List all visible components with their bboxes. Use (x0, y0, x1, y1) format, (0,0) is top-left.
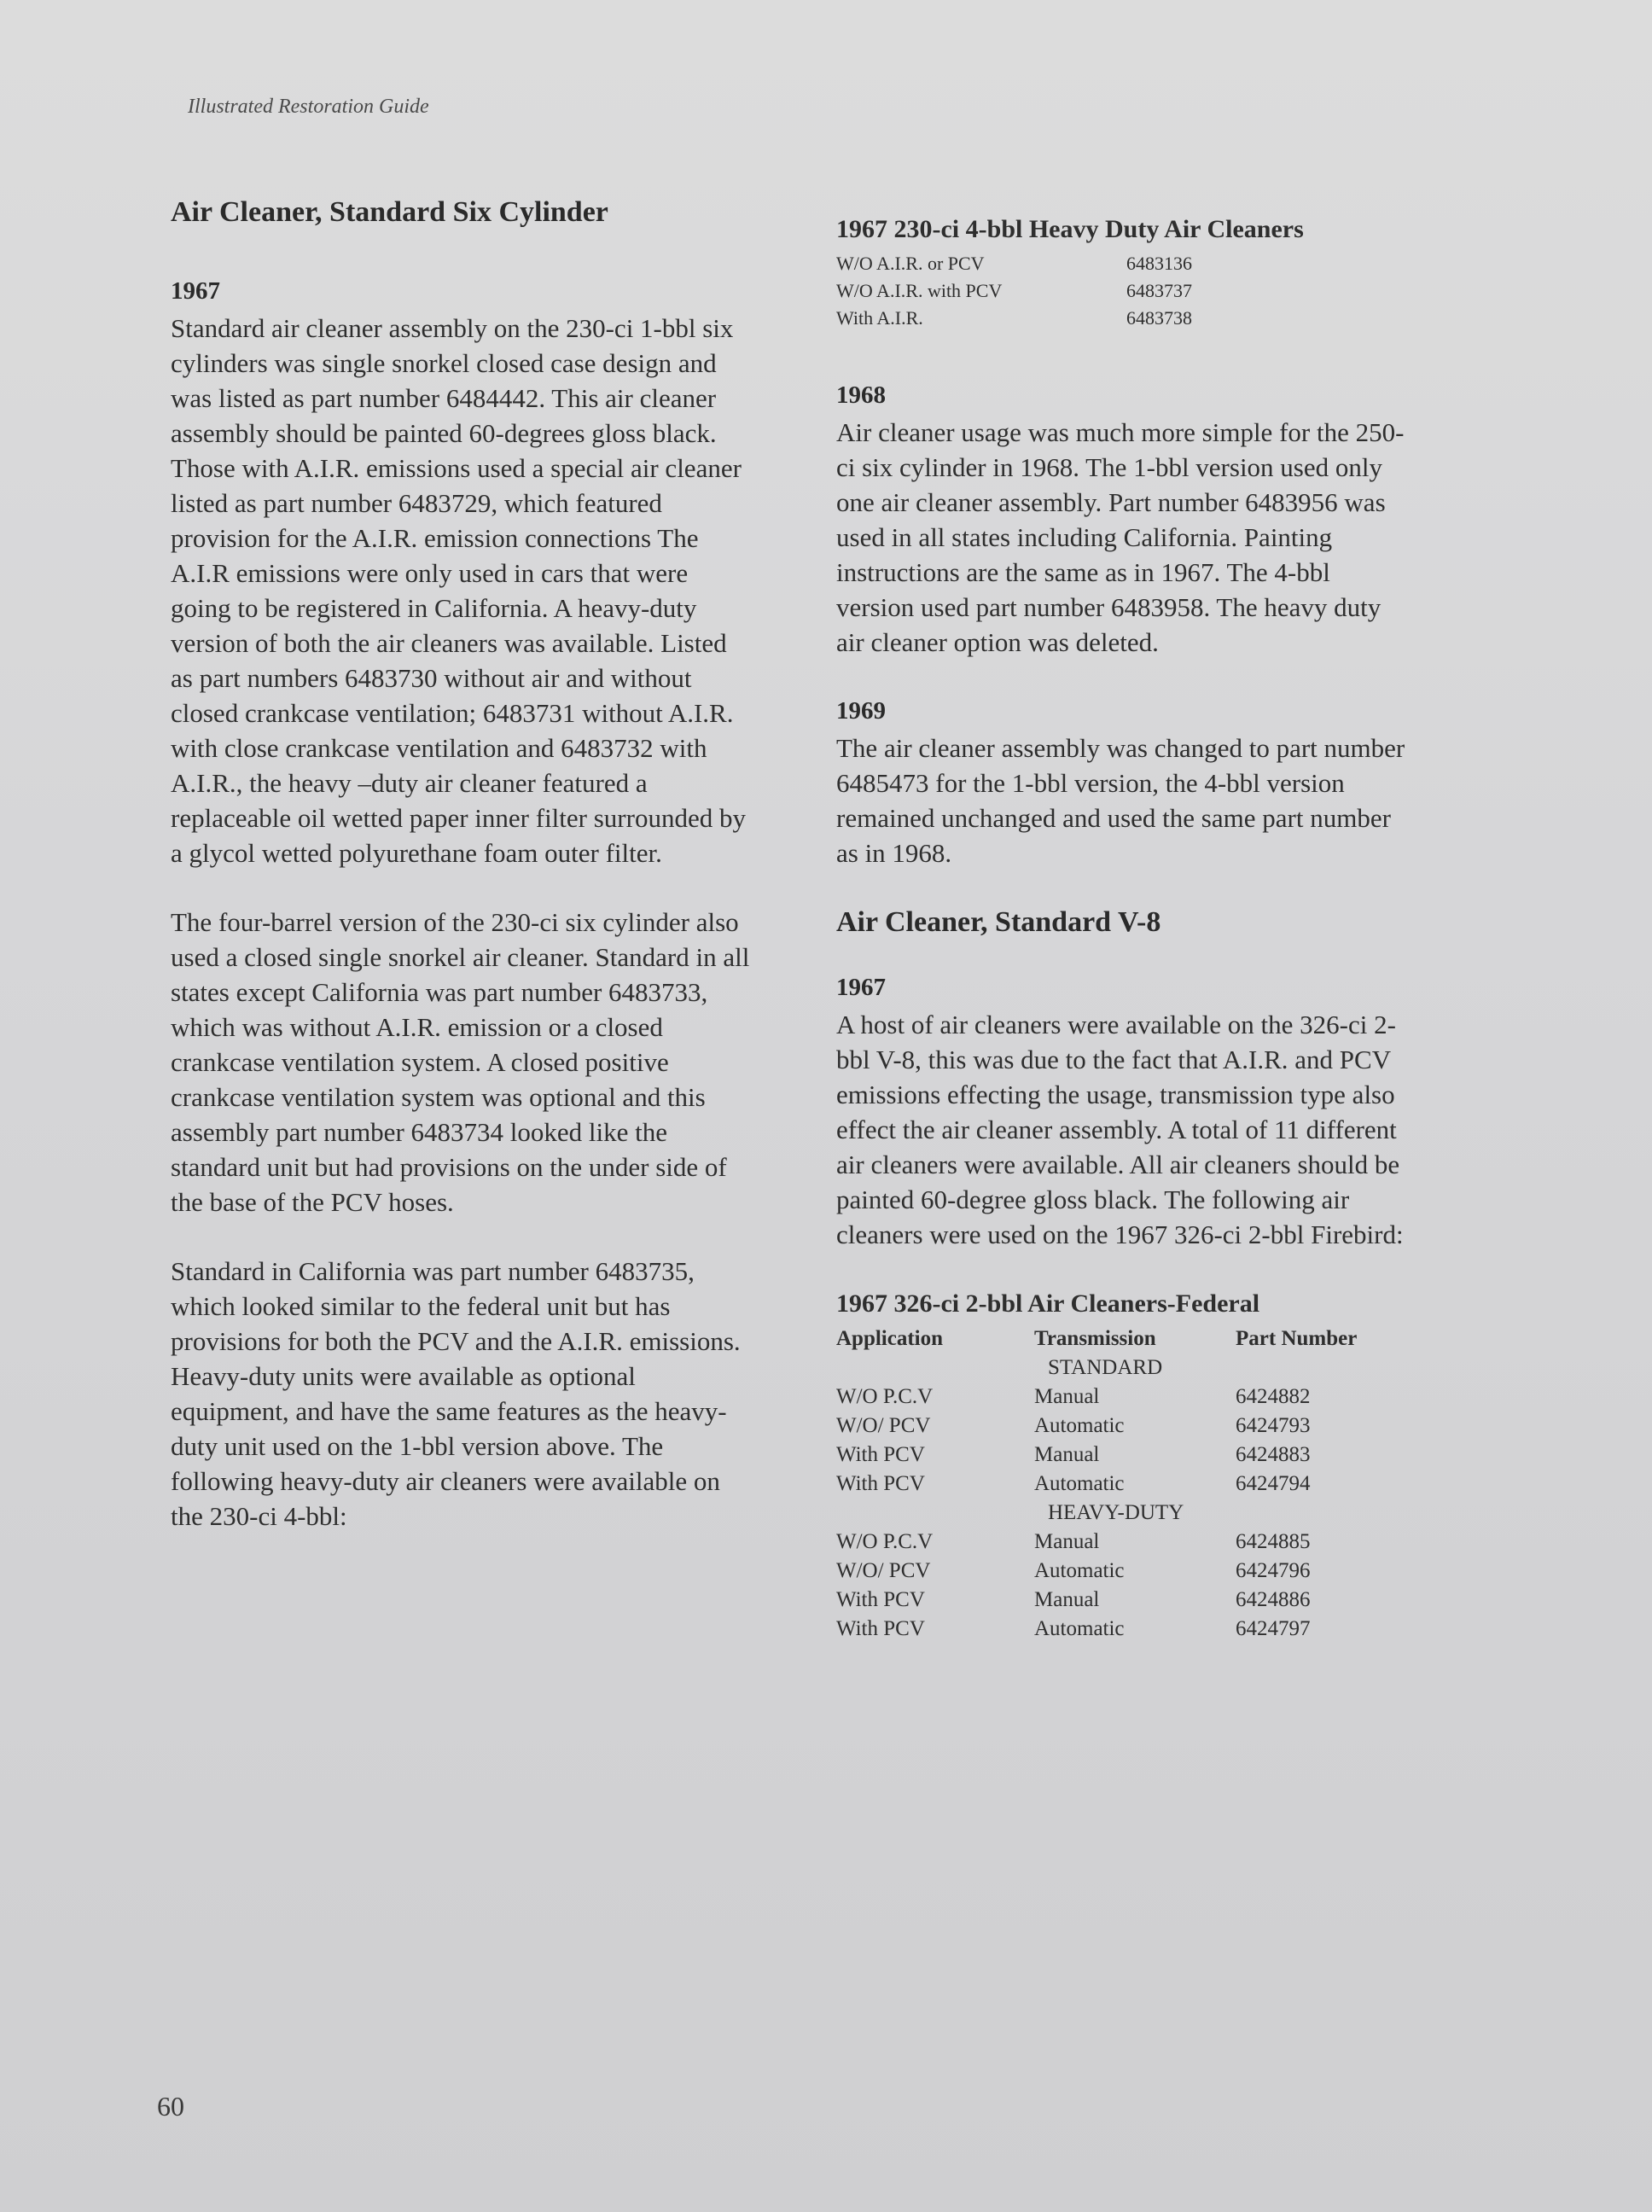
group-label-standard: STANDARD (1048, 1356, 1163, 1379)
application-cell: With PCV (836, 1617, 925, 1640)
right-column (836, 195, 1408, 1644)
part-number-cell: 6424794 (1236, 1472, 1311, 1495)
header-application: Application (836, 1327, 944, 1350)
year-heading-1967: 1967 (171, 277, 220, 305)
table-row (836, 1557, 1408, 1586)
part-number-cell: 6424793 (1236, 1414, 1311, 1437)
table-row (836, 1470, 1408, 1499)
table-row (836, 277, 1408, 305)
transmission-cell: Automatic (1034, 1472, 1125, 1495)
year-heading-1969: 1969 (836, 697, 886, 725)
application-cell: W/O/ PCV (836, 1559, 931, 1582)
page-number: 60 (157, 2091, 184, 2122)
hd-table (836, 250, 1408, 332)
section-title-six-cylinder: Air Cleaner, Standard Six Cylinder (171, 196, 608, 228)
transmission-cell: Manual (1034, 1443, 1100, 1466)
year-heading-v8-1967: 1967 (836, 974, 886, 1001)
application-cell: With PCV (836, 1472, 925, 1495)
paragraph-4bbl: The four-barrel version of the 230-ci six cylinder also used a closed single snorkel air cleaner. Standard in all states except California was part number 6483733, which was without A.I.R. emission or a closed crankcase ventilation system. A closed positive crankcase ventilation system was optional and this assembly part number 6483734 looked like the standard unit but had provisions on the under side of the base of the PCV hoses. (171, 907, 750, 1217)
table-row (836, 305, 1408, 332)
table-row (836, 1586, 1408, 1615)
group-label-heavy-duty: HEAVY-DUTY (1048, 1501, 1184, 1524)
application-cell: W/O/ PCV (836, 1414, 931, 1437)
part-number-cell: 6424797 (1236, 1617, 1311, 1640)
part-number-cell: 6483737 (1126, 280, 1192, 301)
application-cell: With A.I.R. (836, 307, 923, 329)
transmission-cell: Manual (1034, 1530, 1100, 1553)
transmission-cell: Automatic (1034, 1414, 1125, 1437)
transmission-cell: Automatic (1034, 1559, 1125, 1582)
federal-table (836, 1324, 1408, 1644)
left-column (171, 195, 751, 1568)
section-title-v8: Air Cleaner, Standard V-8 (836, 906, 1161, 938)
part-number-cell: 6483738 (1126, 307, 1192, 329)
paragraph-1968: Air cleaner usage was much more simple for the 250-ci six cylinder in 1968. The 1-bbl version used only one air cleaner assembly. Part number 6483956 was used in all states including California. Painting instructions are the same as in 1967. The 4-bbl version used part number 6483958. The heavy duty air cleaner option was deleted. (836, 417, 1405, 657)
application-cell: W/O P.C.V (836, 1530, 934, 1553)
table-row (836, 1412, 1408, 1441)
paragraph-california: Standard in California was part number 6483735, which looked similar to the federal unit but has provisions for both the PCV and the A.I.R. emissions. Heavy-duty units were available as optional equipment, and have the same features as the heavy-duty unit used on the 1-bbl version above. The following heavy-duty air cleaners were available on the 230-ci 4-bbl: (171, 1256, 741, 1531)
paragraph-v8: A host of air cleaners were available on the 326-ci 2-bbl V-8, this was due to the fact that A.I.R. and PCV emissions effecting the usage, transmission type also effect the air cleaner assembly. A total of 11 different air cleaners were available. All air cleaners should be painted 60-degree gloss black. The following air cleaners were used on the 1967 326-ci 2-bbl Firebird: (836, 1010, 1404, 1249)
part-number-cell: 6483136 (1126, 253, 1192, 274)
application-cell: With PCV (836, 1588, 925, 1611)
table-row (836, 1441, 1408, 1470)
table-row (836, 1528, 1408, 1557)
header-transmission: Transmission (1034, 1327, 1156, 1350)
table-header-row (836, 1324, 1408, 1353)
part-number-cell: 6424886 (1236, 1588, 1311, 1611)
transmission-cell: Manual (1034, 1588, 1100, 1611)
application-cell: W/O P.C.V (836, 1385, 934, 1408)
paragraph-1bbl: Standard air cleaner assembly on the 230-ci 1-bbl six cylinders was single snorkel closed case design and was listed as part number 6484442. This air cleaner assembly should be painted 60-degrees gloss black. Those with A.I.R. emissions used a special air cleaner listed as part number 6483729, which featured provision for the A.I.R. emission connections The A.I.R emissions were only used in cars that were going to be registered in California. A heavy-duty version of both the air cleaners was available. Listed as part numbers 6483730 without air and without closed crankcase ventilation; 6483731 without A.I.R. with close crankcase ventilation and 6483732 with A.I.R., the heavy –duty air cleaner featured a replaceable oil wetted paper inner filter surrounded by a glycol wetted polyurethane foam outer filter. (171, 313, 746, 868)
year-heading-1968: 1968 (836, 381, 886, 409)
part-number-cell: 6424796 (1236, 1559, 1311, 1582)
application-cell: W/O A.I.R. with PCV (836, 280, 1003, 301)
header-part-number: Part Number (1236, 1327, 1358, 1350)
transmission-cell: Automatic (1034, 1617, 1125, 1640)
part-number-cell: 6424882 (1236, 1385, 1311, 1408)
part-number-cell: 6424885 (1236, 1530, 1311, 1553)
transmission-cell: Manual (1034, 1385, 1100, 1408)
table-row (836, 1615, 1408, 1644)
hd-table-title: 1967 230-ci 4-bbl Heavy Duty Air Cleaners (836, 215, 1304, 243)
running-head: Illustrated Restoration Guide (188, 96, 429, 118)
application-cell: W/O A.I.R. or PCV (836, 253, 985, 274)
paragraph-1969: The air cleaner assembly was changed to part number 6485473 for the 1-bbl version, the 4-bbl version remained unchanged and used the same part number as in 1968. (836, 733, 1405, 868)
part-number-cell: 6424883 (1236, 1443, 1311, 1466)
table-row (836, 1382, 1408, 1412)
federal-table-title: 1967 326-ci 2-bbl Air Cleaners-Federal (836, 1289, 1260, 1318)
application-cell: With PCV (836, 1443, 925, 1466)
table-row (836, 250, 1408, 277)
